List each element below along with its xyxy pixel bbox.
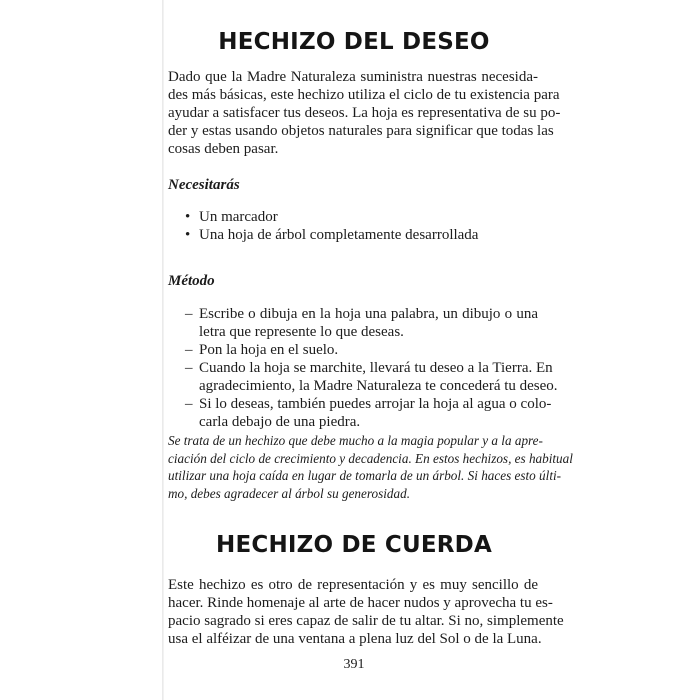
method-step-line: agradecimiento, la Madre Naturaleza te concederá tu deseo. xyxy=(199,378,558,394)
note-line: mo, debes agradecer al árbol su generosidad. xyxy=(168,485,410,501)
intro-line: usa el alféizar de una ventana a plena luz del Sol o de la Luna. xyxy=(168,631,542,647)
method-step-line: carla debajo de una piedra. xyxy=(199,414,361,430)
method-step xyxy=(185,341,538,359)
cord-spell-intro xyxy=(168,576,564,648)
method-step xyxy=(185,305,538,341)
needs-heading: Necesitarás xyxy=(168,177,240,193)
section-title-cord-spell: HECHIZO DE CUERDA xyxy=(216,532,492,558)
section-title-wish-spell: HECHIZO DEL DESEO xyxy=(218,29,490,55)
method-step xyxy=(185,395,552,431)
note-line: utilizar una hoja caída en lugar de tomarla de un árbol. Si haces esto últi- xyxy=(168,468,562,483)
intro-line: Este hechizo es otro de representación y es muy sencillo de xyxy=(168,577,538,593)
page-gutter-edge xyxy=(162,0,164,700)
method-step-line: – Si lo deseas, también puedes arrojar la hoja al agua o colo- xyxy=(199,396,552,412)
intro-line: hacer. Rinde homenaje al arte de hacer nudos y aprovecha tu es- xyxy=(168,595,553,611)
wish-spell-note xyxy=(168,432,573,502)
intro-line: pacio sagrado si eres capaz de salir de tu altar. Si no, simplemente xyxy=(168,613,564,629)
method-step-line: – Pon la hoja en el suelo. xyxy=(199,342,339,358)
page-number: 391 xyxy=(343,657,365,672)
intro-line: der y estas usando objetos naturales para significar que todas las xyxy=(168,123,554,139)
intro-line: cosas deben pasar. xyxy=(168,141,279,157)
method-step-line: – Cuando la hoja se marchite, llevará tu deseo a la Tierra. En xyxy=(199,360,553,376)
needs-list xyxy=(185,208,525,244)
method-steps-list xyxy=(185,305,558,431)
method-step xyxy=(185,359,558,395)
method-step-line: letra que represente lo que deseas. xyxy=(199,324,404,340)
intro-line: Dado que la Madre Naturaleza suministra nuestras necesida- xyxy=(168,69,538,85)
note-line: ciación del ciclo de crecimiento y decadencia. En estos hechizos, es habitual xyxy=(168,450,573,466)
needs-item: • Un marcador xyxy=(185,208,525,226)
method-heading: Método xyxy=(168,273,215,289)
note-line: Se trata de un hechizo que debe mucho a la magia popular y a la apre- xyxy=(168,433,543,448)
method-step-line: – Escribe o dibuja en la hoja una palabra, un dibujo o una xyxy=(199,306,538,322)
wish-spell-intro xyxy=(168,68,561,158)
needs-item: • Una hoja de árbol completamente desarrollada xyxy=(185,226,525,244)
intro-line: ayudar a satisfacer tus deseos. La hoja es representativa de su po- xyxy=(168,105,561,121)
intro-line: des más básicas, este hechizo utiliza el ciclo de tu existencia para xyxy=(168,87,560,103)
